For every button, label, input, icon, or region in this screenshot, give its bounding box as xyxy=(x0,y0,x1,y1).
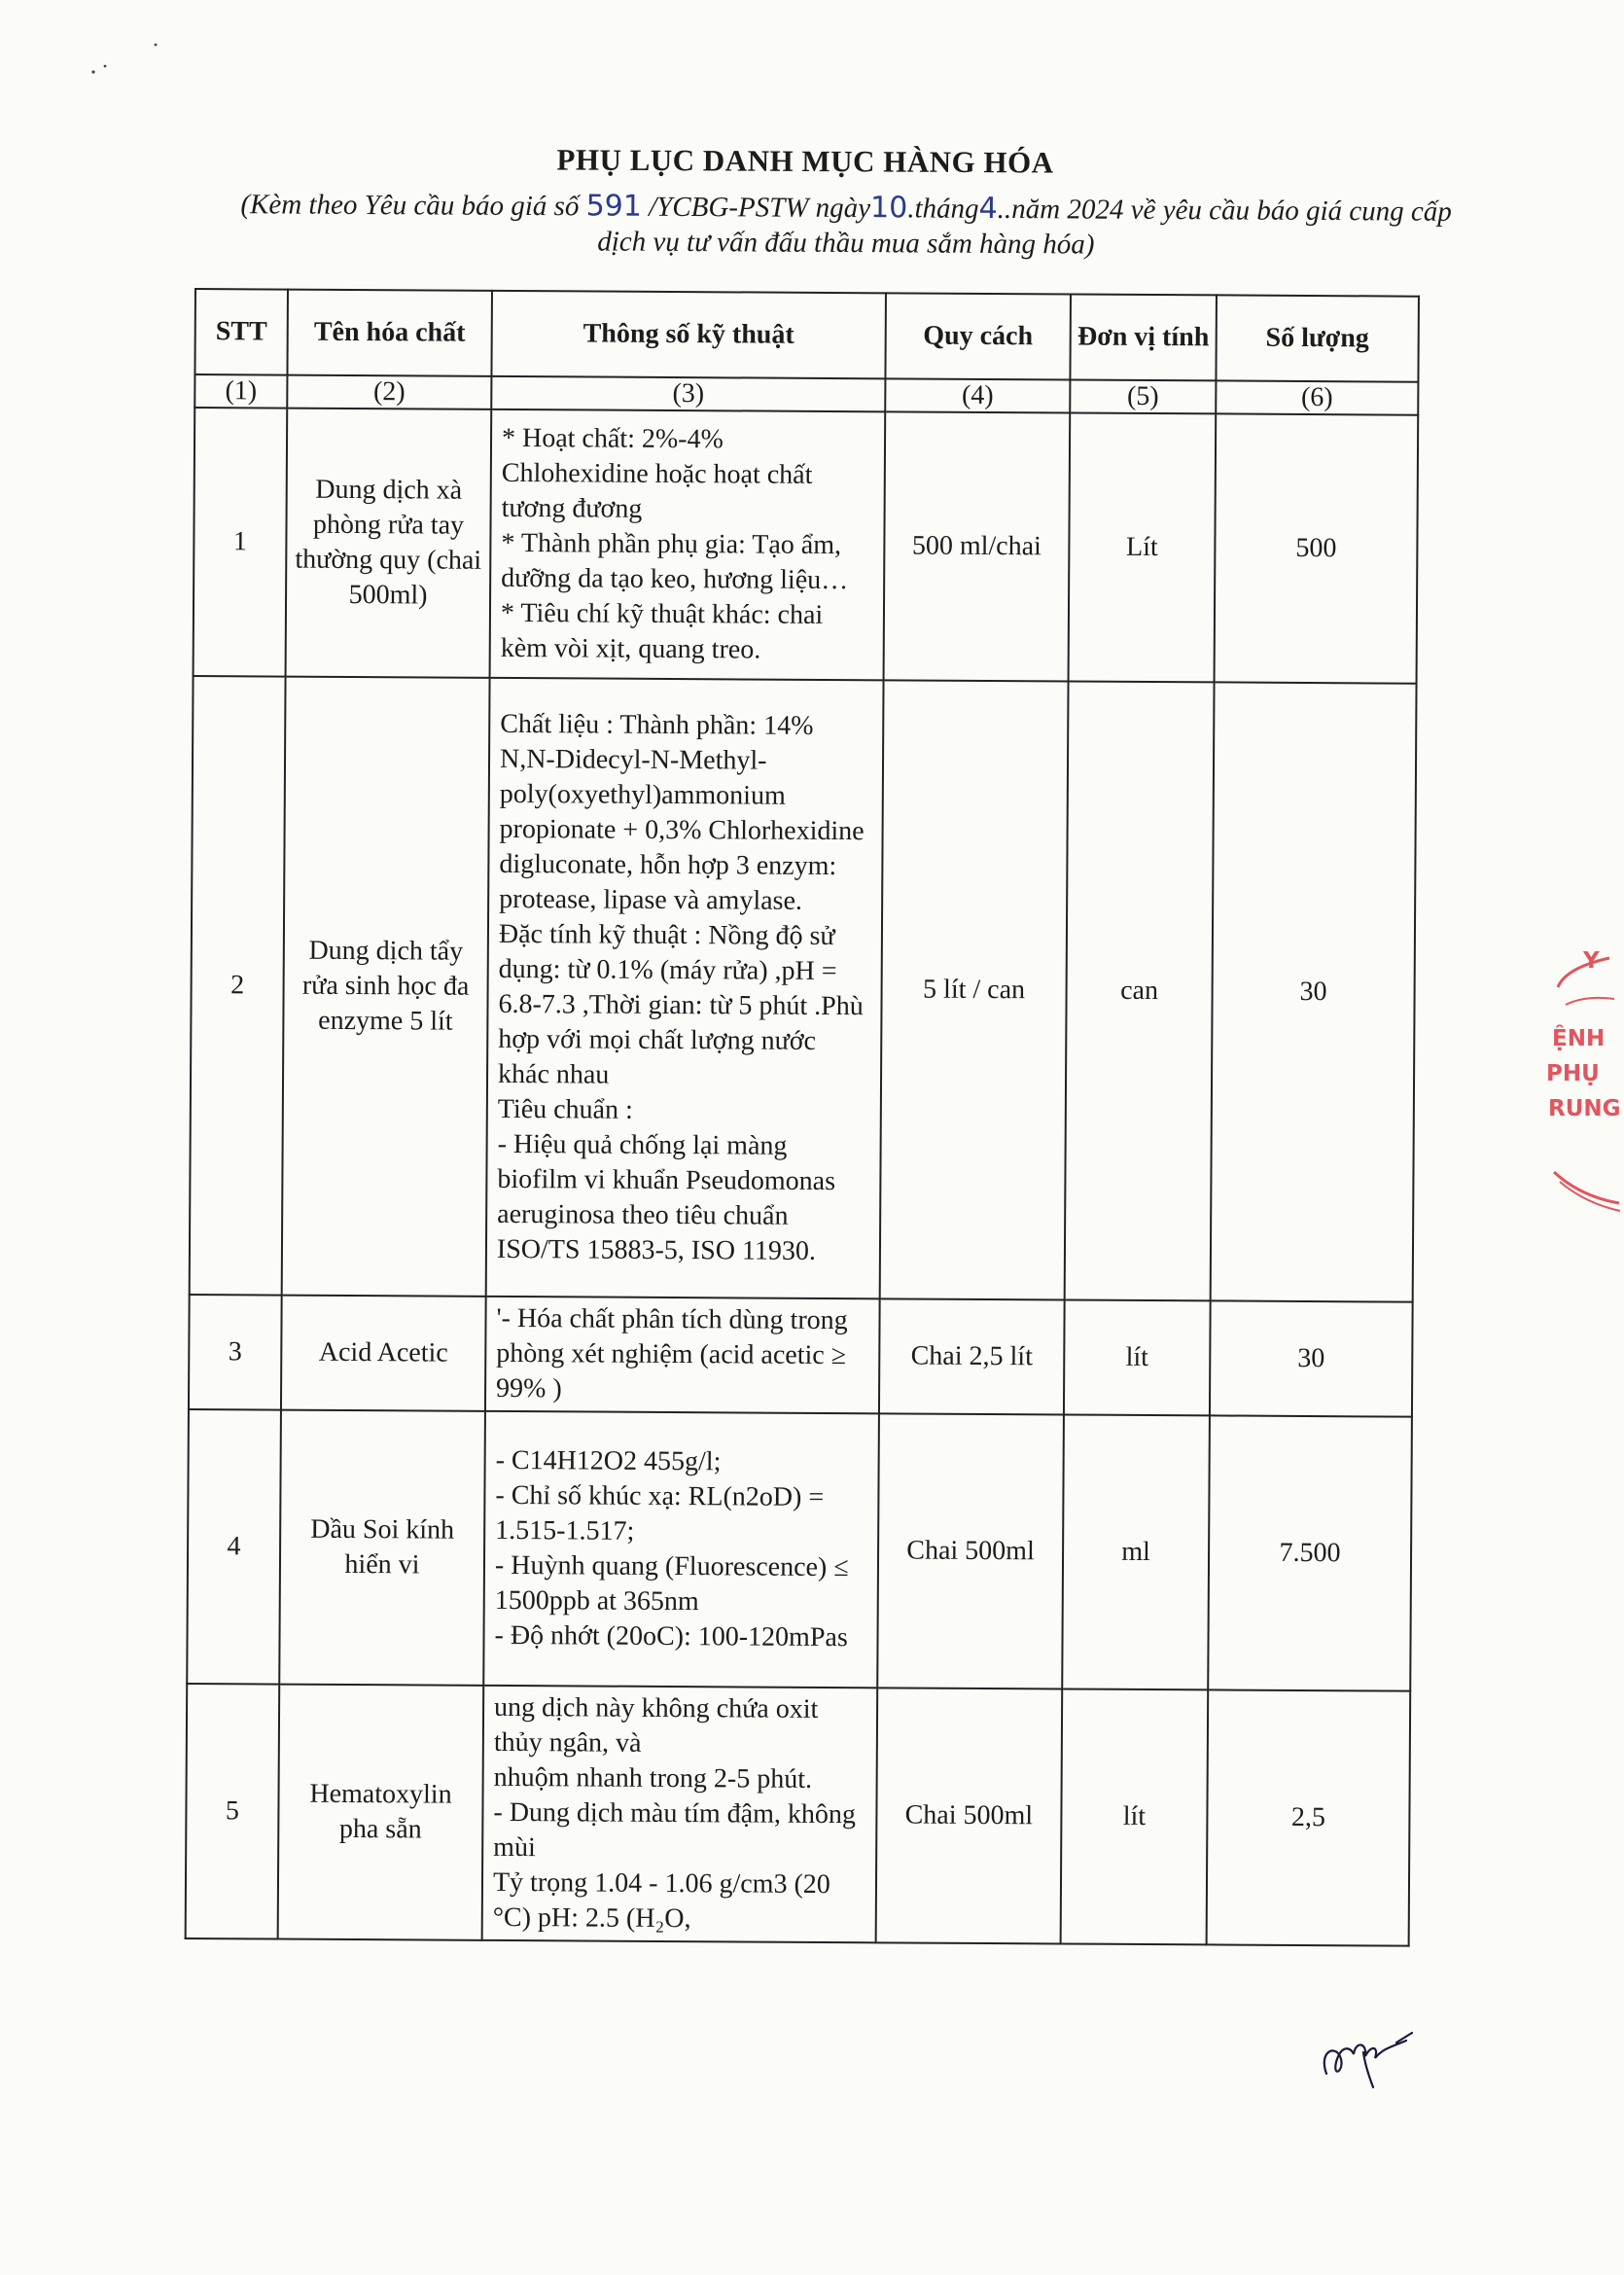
subtitle-part4: ..năm 2024 về yêu cầu báo giá cung cấp dịch vụ tư vấn đấu thầu mua sắm hàng hóa) xyxy=(597,193,1452,261)
cell-chemical-name: Dầu Soi kính hiển vi xyxy=(279,1410,485,1686)
cell-unit: ml xyxy=(1062,1414,1210,1689)
seal-ring-arcs xyxy=(1536,948,1624,1230)
request-day: 10 xyxy=(870,191,908,226)
header-spec: Thông số kỹ thuật xyxy=(491,291,886,378)
cell-packaging: 500 ml/chai xyxy=(884,411,1071,681)
cell-packaging: 5 lít / can xyxy=(880,680,1069,1299)
column-number: (6) xyxy=(1216,380,1418,414)
cell-quantity: 500 xyxy=(1215,413,1419,683)
cell-quantity: 2,5 xyxy=(1207,1689,1411,1945)
red-seal-stamp xyxy=(1536,948,1624,1230)
cell-chemical-name: Acid Acetic xyxy=(281,1296,486,1411)
scan-speck-marks xyxy=(88,39,165,78)
cell-stt: 4 xyxy=(187,1409,281,1685)
header-unit: Đơn vị tính xyxy=(1070,295,1217,381)
stamp-text: RUNG xyxy=(1548,1096,1621,1121)
stamp-text: PHỤ xyxy=(1546,1061,1600,1086)
column-number: (5) xyxy=(1070,380,1216,414)
goods-table-wrapper xyxy=(185,288,1418,1947)
column-number: (3) xyxy=(491,376,885,411)
cell-chemical-name: Dung dịch xà phòng rửa tay thường quy (chai 500ml) xyxy=(286,409,492,678)
cell-chemical-name: Hematoxylin pha sẵn xyxy=(278,1685,484,1940)
header-name: Tên hóa chất xyxy=(287,290,492,376)
handwritten-signature xyxy=(1313,1984,1420,2091)
cell-quantity: 30 xyxy=(1211,682,1417,1301)
table-row xyxy=(194,408,1419,684)
cell-specification: - C14H12O2 455g/l; - Chỉ số khúc xạ: RL(n2oD) = 1.515-1.517; - Huỳnh quang (Fluorescence) ≤ 1500ppb at 365nm - Độ nhớt (20oC): 100-120mPas xyxy=(483,1411,879,1688)
cell-packaging: Chai 2,5 lít xyxy=(879,1298,1065,1414)
table-row xyxy=(186,1684,1411,1946)
stamp-text: ỆNH xyxy=(1552,1026,1606,1051)
subtitle-part1: (Kèm theo Yêu cầu báo giá số xyxy=(240,189,586,223)
cell-specification: Chất liệu : Thành phần: 14% N,N-Didecyl-N-Methyl-poly(oxyethyl)ammonium propionate + 0,3% Chlorhexidine digluconate, hỗn hợp 3 enzym: protease, lipase và amylase. Đặc tính kỹ thuật : Nồng độ sử dụng: từ 0.1% (máy rửa) ,pH = 6.8-7.3 ,Thời gian: từ 5 phút .Phù hợp với mọi chất lượng nước khác nhau Tiêu chuẩn : - Hiệu quả chống lại màng biofilm vi khuẩn Pseudomonas aeruginosa theo tiêu chuẩn ISO/TS 15883-5, ISO 11930. xyxy=(486,678,884,1298)
column-number: (2) xyxy=(287,375,491,409)
cell-packaging: Chai 500ml xyxy=(877,1413,1064,1688)
header-packaging: Quy cách xyxy=(885,293,1071,379)
goods-table xyxy=(185,288,1420,1947)
subtitle-part2: /YCBG-PSTW ngày xyxy=(641,191,871,225)
cell-packaging: Chai 500ml xyxy=(876,1688,1063,1943)
table-row xyxy=(187,1409,1412,1691)
header-stt: STT xyxy=(194,289,288,375)
cell-specification: '- Hóa chất phân tích dùng trong phòng xét nghiệm (acid acetic ≥ 99% ) xyxy=(485,1297,880,1413)
cell-stt: 3 xyxy=(189,1295,282,1410)
header-quantity: Số lượng xyxy=(1216,295,1419,381)
cell-stt: 2 xyxy=(190,676,286,1296)
cell-quantity: 7.500 xyxy=(1208,1415,1412,1690)
cell-quantity: 30 xyxy=(1210,1300,1413,1416)
cell-chemical-name: Dung dịch tẩy rửa sinh học đa enzyme 5 lít xyxy=(282,677,490,1297)
cell-stt: 5 xyxy=(186,1684,280,1939)
request-month: 4 xyxy=(978,191,998,226)
column-number: (4) xyxy=(885,378,1070,412)
page-title: PHỤ LỤC DANH MỤC HÀNG HÓA xyxy=(556,142,1054,180)
cell-specification: * Hoạt chất: 2%-4% Chlohexidine hoặc hoạt chất tương đương * Thành phần phụ gia: Tạo ẩm, dưỡng da tạo keo, hương liệu… * Tiêu chí kỹ thuật khác: chai kèm vòi xịt, quang treo. xyxy=(490,409,886,680)
cell-unit: lít xyxy=(1061,1688,1209,1944)
table-header-row xyxy=(194,289,1419,382)
table-body xyxy=(186,408,1419,1946)
table-row xyxy=(189,1295,1413,1417)
cell-stt: 1 xyxy=(194,408,288,677)
cell-specification: ung dịch này không chứa oxit thủy ngân, và nhuộm nhanh trong 2-5 phút. - Dung dịch màu tím đậm, không mùi Tỷ trọng 1.04 - 1.06 g/cm3 (20 °C) pH: 2.5 (H₂O, xyxy=(482,1686,878,1942)
table-row xyxy=(190,676,1417,1302)
column-number: (1) xyxy=(194,374,287,409)
subtitle-part3: .tháng xyxy=(907,193,979,225)
stamp-text: Y xyxy=(1583,948,1600,974)
page-subtitle xyxy=(233,187,1459,265)
cell-unit: can xyxy=(1065,681,1215,1300)
cell-unit: Lít xyxy=(1069,413,1217,683)
cell-unit: lít xyxy=(1064,1299,1211,1415)
request-number: 591 xyxy=(585,189,643,224)
